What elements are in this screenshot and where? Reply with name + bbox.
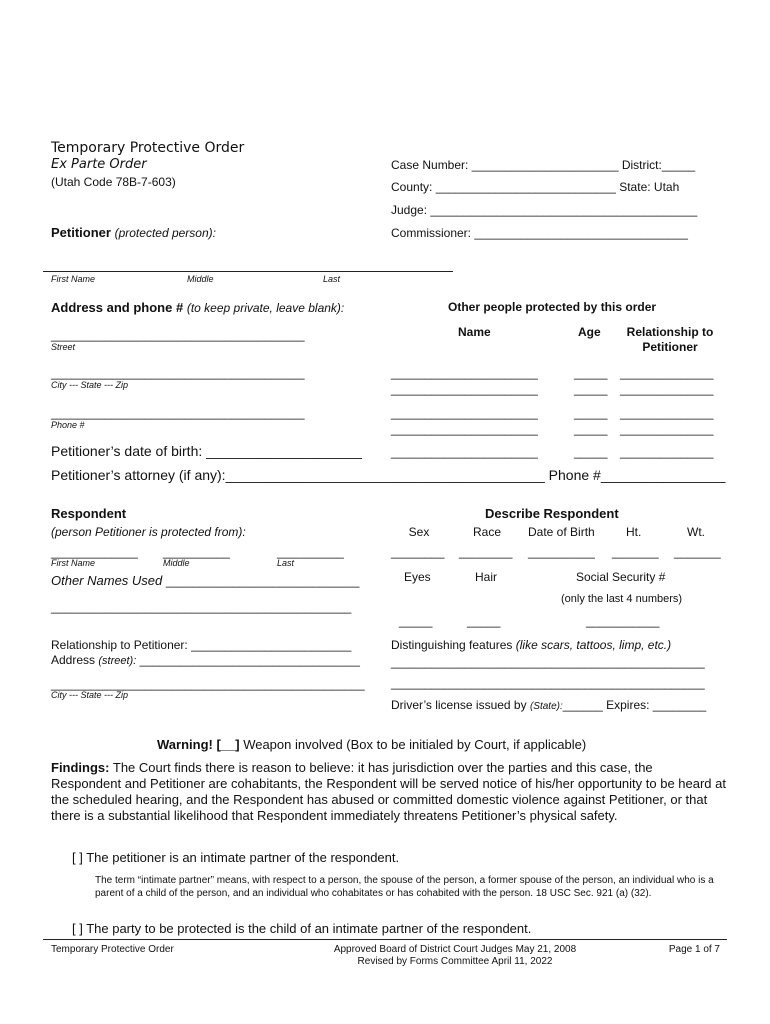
footer-page-number: Page 1 of 7 — [668, 944, 720, 955]
describe-hair-label: Hair — [475, 570, 498, 584]
features-field-2[interactable]: _______________________________________________ — [391, 676, 705, 690]
middle-name-caption: Middle — [187, 274, 214, 284]
findings-label: Findings: — [51, 760, 110, 775]
footer-approved-line: Approved Board of District Court Judges May 21, 2008 — [333, 944, 577, 955]
intimate-partner-definition: The term “intimate partner” means, with respect to a person, the spouse of the person, a former spouse of the person, an individual who is a parent of a child of the person, and an individual who cohabitates or has cohabited with the person. 18 USC Sec. 921 (a) (32). — [95, 875, 714, 899]
petitioner-heading — [51, 225, 216, 240]
respondent-first-caption: First Name — [51, 558, 96, 568]
address-heading — [51, 300, 344, 315]
other-name-blank[interactable]: ______________________ — [391, 366, 538, 380]
describe-ssn-note: (only the last 4 numbers) — [561, 593, 683, 605]
respondent-address-label: Address — [51, 653, 96, 667]
petitioner-note: (protected person): — [114, 226, 216, 240]
other-person-row[interactable] — [391, 366, 538, 380]
footer-divider — [43, 939, 727, 940]
describe-dob-field[interactable]: __________ — [528, 545, 595, 559]
license-state-note: (State): — [529, 701, 563, 712]
describe-race-label: Race — [472, 525, 501, 539]
license-label: Driver’s license issued by — [391, 698, 527, 712]
street-caption: Street — [51, 342, 76, 352]
respondent-middle-caption: Middle — [163, 558, 190, 568]
describe-eyes-field[interactable]: _____ — [399, 614, 433, 628]
other-name-blank[interactable]: ______________________ — [391, 382, 538, 396]
describe-wt-field[interactable]: _______ — [674, 545, 721, 559]
others-title: Other people protected by this order — [448, 300, 657, 314]
commissioner-field[interactable]: Commissioner: ________________________________ — [391, 226, 688, 240]
street-field[interactable]: ______________________________________ — [51, 328, 305, 342]
city-field[interactable]: ______________________________________ — [51, 366, 305, 380]
describe-eyes-label: Eyes — [404, 570, 431, 584]
respondent-address-field[interactable] — [51, 653, 360, 667]
other-name-blank[interactable]: ______________________ — [391, 422, 538, 436]
other-names-line2[interactable]: _____________________________________________ — [51, 600, 352, 614]
describe-sex-label: Sex — [408, 525, 430, 539]
findings-text: The Court finds there is reason to believe: it has jurisdiction over the parties and this case, the Respondent and Petitioner are cohabitants, the Respondent will be served notice of his/her opportunity to be heard at the scheduled hearing, and the Respondent has abused or committed domestic violence against Petitioner, or that there is a substantial likelihood that Respondent immediately threatens Petitioner’s physical safety. — [51, 760, 726, 823]
features-note: (like scars, tattoos, limp, etc.) — [515, 638, 672, 652]
phone-caption: Phone # — [51, 420, 85, 430]
other-name-blank[interactable]: ______________________ — [391, 445, 538, 459]
statute-code: (Utah Code 78B-7-603) — [51, 175, 176, 189]
drivers-license-field[interactable] — [391, 698, 706, 712]
respondent-city-caption: City --- State --- Zip — [51, 690, 129, 700]
other-relationship-blank[interactable]: ______________ — [620, 382, 714, 396]
petitioner-name-line[interactable] — [43, 271, 453, 272]
respondent-middle-field[interactable]: __________ — [163, 545, 230, 559]
describe-ht-field[interactable]: _______ — [612, 545, 659, 559]
other-relationship-blank[interactable]: ______________ — [620, 445, 714, 459]
features-field-1[interactable]: _______________________________________________ — [391, 655, 705, 669]
warning-label[interactable]: Warning! [__] — [157, 737, 240, 752]
others-col-relationship-line2: Petitioner — [642, 340, 698, 354]
other-person-row[interactable] — [391, 422, 538, 436]
respondent-relationship-field[interactable]: Relationship to Petitioner: ________________________ — [51, 638, 352, 652]
footer-form-name: Temporary Protective Order — [51, 944, 174, 955]
intimate-partner-checkbox[interactable]: [ ] The petitioner is an intimate partner of the respondent. — [72, 850, 400, 865]
other-relationship-blank[interactable]: ______________ — [620, 406, 714, 420]
other-age-blank[interactable]: _____ — [574, 445, 608, 459]
describe-ssn-label: Social Security # — [576, 570, 666, 584]
warning-text: Weapon involved (Box to be initialed by Court, if applicable) — [239, 737, 587, 752]
respondent-label: Respondent — [51, 506, 127, 521]
city-caption: City --- State --- Zip — [51, 380, 129, 390]
other-relationship-blank[interactable]: ______________ — [620, 366, 714, 380]
petitioner-label: Petitioner — [51, 225, 111, 240]
other-person-row[interactable] — [391, 445, 538, 459]
first-name-caption: First Name — [51, 274, 96, 284]
others-col-relationship — [620, 325, 720, 354]
features-label: Distinguishing features — [391, 638, 513, 652]
form-subtitle: Ex Parte Order — [51, 157, 147, 172]
others-col-age: Age — [578, 325, 601, 339]
license-rest[interactable]: ______ Expires: ________ — [562, 698, 707, 712]
form-title: Temporary Protective Order — [51, 140, 245, 156]
phone-field[interactable]: ______________________________________ — [51, 406, 305, 420]
other-person-row[interactable] — [391, 382, 538, 396]
findings-paragraph — [51, 760, 726, 824]
describe-ht-label: Ht. — [626, 525, 642, 539]
petitioner-attorney-field[interactable]: Petitioner’s attorney (if any):_________________________________________ Phone #________________ — [51, 467, 726, 483]
footer-revised-line: Revised by Forms Committee April 11, 2022 — [357, 956, 553, 967]
respondent-address-note: (street): — [98, 655, 137, 667]
features-heading — [391, 638, 671, 652]
other-relationship-blank[interactable]: ______________ — [620, 422, 714, 436]
describe-ssn-field[interactable]: ___________ — [586, 614, 660, 628]
other-names-label: Other Names Used — [51, 573, 163, 588]
others-col-relationship-line1: Relationship to — [626, 325, 714, 339]
other-names-blank[interactable]: _____________________________ — [165, 574, 360, 588]
other-names-field[interactable] — [51, 573, 359, 588]
other-age-blank[interactable]: _____ — [574, 366, 608, 380]
case-number-field[interactable]: Case Number: ______________________ District:_____ — [391, 158, 696, 172]
respondent-first-field[interactable]: _____________ — [51, 545, 138, 559]
describe-dob-label: Date of Birth — [528, 525, 595, 539]
describe-hair-field[interactable]: _____ — [467, 614, 501, 628]
respondent-last-caption: Last — [277, 558, 295, 568]
other-person-row[interactable] — [391, 406, 538, 420]
other-age-blank[interactable]: _____ — [574, 382, 608, 396]
weapon-warning[interactable] — [157, 737, 586, 752]
address-label: Address and phone # — [51, 300, 184, 315]
footer-approval — [280, 944, 630, 967]
respondent-last-field[interactable]: __________ — [277, 545, 344, 559]
other-age-blank[interactable]: _____ — [574, 422, 608, 436]
other-age-blank[interactable]: _____ — [574, 406, 608, 420]
county-field[interactable]: County: ___________________________ State: Utah — [391, 180, 680, 194]
respondent-address-blank[interactable]: _________________________________ — [139, 653, 360, 667]
describe-title: Describe Respondent — [485, 506, 619, 521]
address-note: (to keep private, leave blank): — [186, 301, 345, 315]
child-of-partner-checkbox[interactable]: [ ] The party to be protected is the child of an intimate partner of the respondent. — [72, 921, 532, 936]
judge-field[interactable]: Judge: ________________________________________ — [391, 203, 698, 217]
petitioner-dob-field[interactable]: Petitioner’s date of birth: ____________________ — [51, 443, 362, 459]
last-name-caption: Last — [323, 274, 341, 284]
respondent-address-line2[interactable]: _______________________________________________ — [51, 677, 365, 691]
describe-wt-label: Wt. — [687, 525, 705, 539]
describe-sex-field[interactable]: ________ — [391, 545, 445, 559]
others-col-name: Name — [458, 325, 491, 339]
respondent-note: (person Petitioner is protected from): — [51, 525, 246, 539]
describe-race-field[interactable]: ________ — [459, 545, 513, 559]
other-name-blank[interactable]: ______________________ — [391, 406, 538, 420]
